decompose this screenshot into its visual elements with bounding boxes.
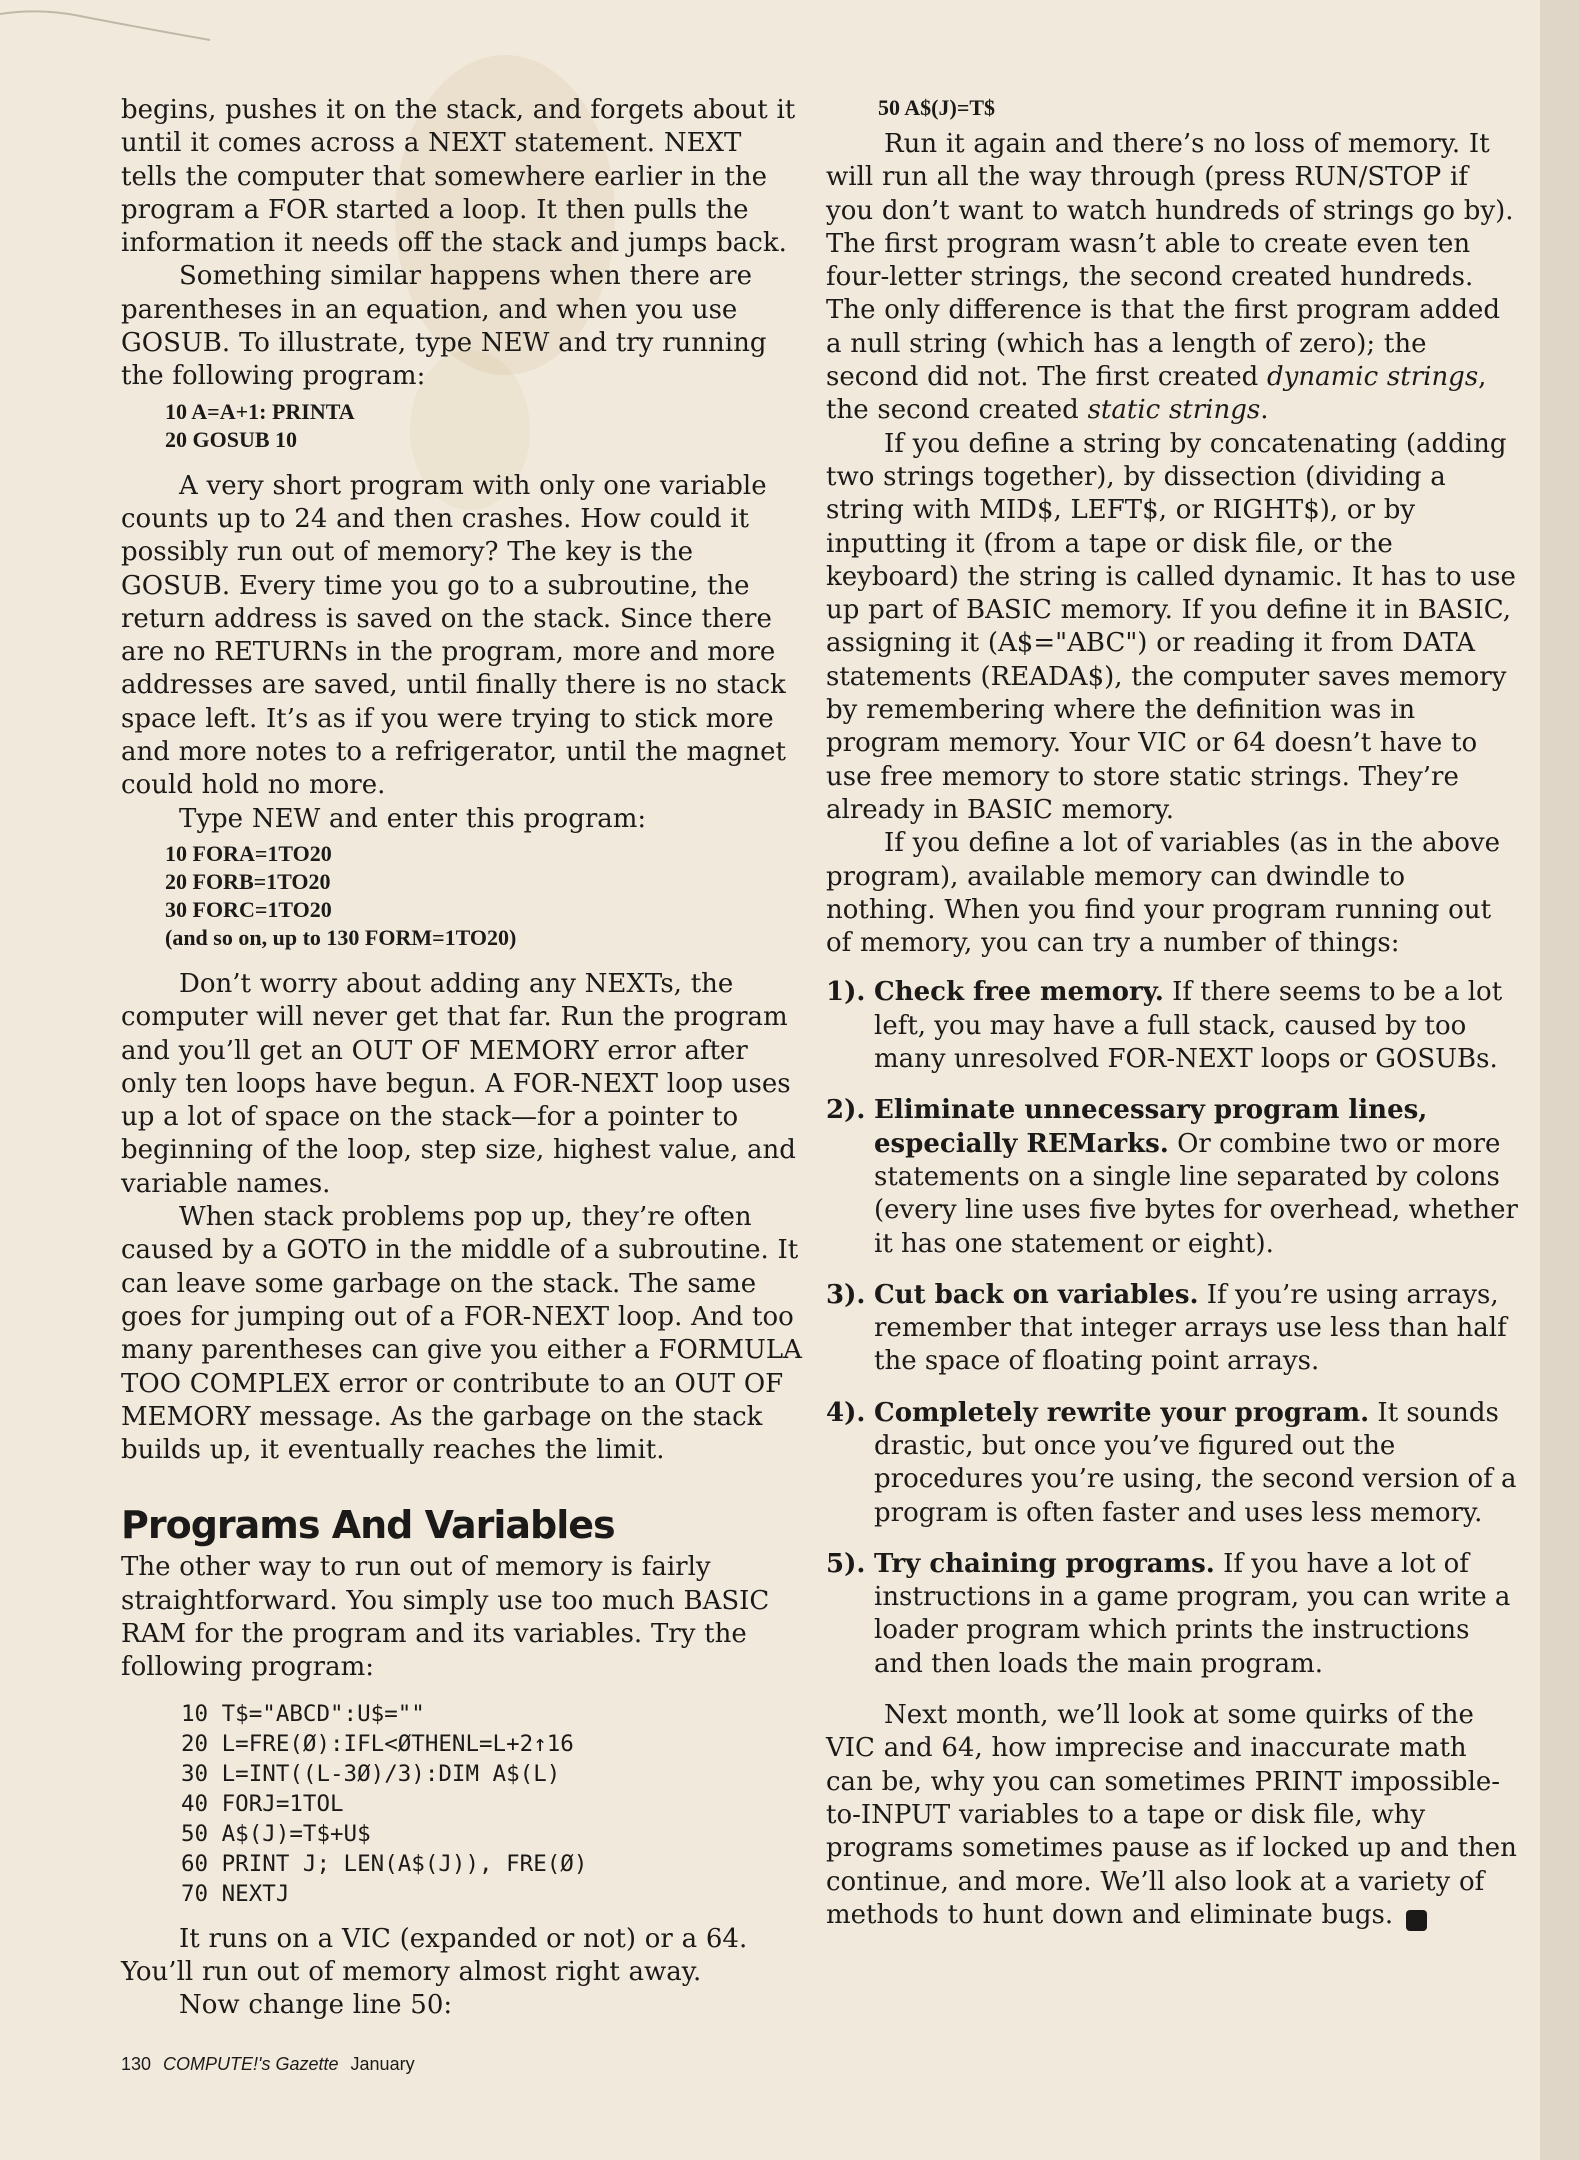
page-footer	[121, 2054, 415, 2075]
code-line: 10 FORA=1TO20	[165, 840, 332, 866]
tip-lead: Eliminate unnecessary program lines, especially REMarks.	[874, 1095, 1428, 1159]
emphasis-static-strings: static strings	[1087, 395, 1261, 426]
right-column	[826, 94, 1522, 1932]
paragraph: Type NEW and enter this program:	[179, 803, 647, 834]
code-line: 50 A$(J)=T$	[878, 95, 996, 120]
tip-lead: Cut back on variables.	[874, 1279, 1199, 1310]
paragraph: If you define a lot of variables (as in the above program), available memory can dwindle to nothing. When you find your program running out of memory, you can try a number of things:	[826, 828, 1500, 959]
paragraph: A very short program with only one variable counts up to 24 and then crashes. How could it possibly run out of memory? The key is the GOSUB. Every time you go to a subroutine, the return address is saved on the stack. Since there are no RETURNs in the program, more and more addresses are saved, until finally there is no stack space left. It’s as if you were trying to stick more and more notes to a refrigerator, until the magnet could hold no more.	[121, 470, 786, 801]
code-line: 30 L=INT((L-3Ø)/3):DIM A$(L)	[181, 1760, 561, 1787]
paragraph: Now change line 50:	[179, 1990, 453, 2021]
list-number: 5).	[826, 1548, 866, 1579]
code-line: 30 FORC=1TO20	[165, 896, 332, 922]
code-line: 10 T$="ABCD":U$=""	[181, 1700, 425, 1727]
paragraph: If you define a string by concatenating (adding two strings together), by dissection (dividing a string with MID$, LEFT$, or RIGHT$), or by inputting it (from a tape or disk file, or the keyboard) the string is called dynamic. It has to use up part of BASIC memory. If you define it in BASIC, assigning it (A$="ABC") or reading it from DATA statements (READA$), the computer saves memory by remembering where the definition was in program memory. Your VIC or 64 doesn’t have to use free memory to store static strings. They’re already in BASIC memory.	[826, 428, 1516, 825]
list-item	[826, 1397, 1522, 1530]
list-item	[826, 1094, 1522, 1260]
code-listing-gosub	[165, 398, 803, 454]
code-line: 20 FORB=1TO20	[165, 868, 331, 894]
list-item	[826, 976, 1522, 1076]
text-run: Next month, we’ll look at some quirks of the VIC and 64, how imprecise and inaccurate math can be, why you can sometimes PRINT impossible-to-INPUT variables to a tape or disk file, why programs sometimes pause as if locked up and then continue, and more. We’ll also look at a variety of methods to hunt down and eliminate bugs.	[826, 1700, 1517, 1930]
list-number: 2).	[826, 1095, 866, 1126]
tip-lead: Try chaining programs.	[874, 1548, 1215, 1579]
code-line: 20 GOSUB 10	[165, 426, 298, 452]
paragraph: It runs on a VIC (expanded or not) or a 64. You’ll run out of memory almost right away.	[121, 1923, 748, 1987]
left-column	[121, 94, 803, 2022]
list-number: 1).	[826, 977, 866, 1008]
code-line: 40 FORJ=1TOL	[181, 1790, 344, 1817]
code-line: 50 A$(J)=T$+U$	[181, 1820, 371, 1847]
list-number: 3).	[826, 1279, 866, 1310]
magazine-name: COMPUTE!'s Gazette	[163, 2054, 339, 2074]
text-run: Run it again and there’s no loss of memory. It will run all the way through (press RUN/STOP if you don’t want to watch hundreds of strings go by). The first program wasn’t able to create even ten four-letter strings, the second created hundreds. The only difference is that the first program added a null string (which has a length of zero); the second did not. The first created	[826, 129, 1514, 393]
tips-list	[826, 976, 1522, 1681]
tip-text: It sounds drastic, but once you’ve figured out the procedures you’re using, the second version of a program is often faster and uses less memory.	[874, 1397, 1517, 1528]
code-listing-for-loops	[165, 840, 803, 952]
paragraph: Don’t worry about adding any NEXTs, the computer will never get that far. Run the program and you’ll get an OUT OF MEMORY error after only ten loops have begun. A FOR-NEXT loop uses up a lot of space on the stack—for a pointer to beginning of the loop, step size, highest value, and variable names.	[121, 968, 796, 1199]
gazette-end-mark-icon: G	[1406, 1910, 1427, 1931]
page-number: 130	[121, 2054, 152, 2074]
paragraph: Something similar happens when there are parentheses in an equation, and when you use GOSUB. To illustrate, type NEW and try running the following program:	[121, 261, 767, 392]
list-item	[826, 1279, 1522, 1379]
paragraph	[826, 128, 1522, 428]
code-line: 70 NEXTJ	[181, 1880, 290, 1907]
issue-month: January	[350, 2054, 415, 2074]
code-line: 20 L=FRE(Ø):IFL<ØTHENL=L+2↑16	[181, 1730, 574, 1757]
code-listing-line-50	[878, 94, 1522, 122]
list-item	[826, 1548, 1522, 1681]
text-run: , the second created	[826, 362, 1487, 426]
tip-text: If you’re using arrays, remember that integer arrays use less than half the space of floating point arrays.	[874, 1279, 1507, 1377]
paragraph: begins, pushes it on the stack, and forgets about it until it comes across a NEXT statement. NEXT tells the computer that somewhere earlier in the program a FOR started a loop. It then pulls the information it needs off the stack and jumps back.	[121, 95, 796, 259]
text-run: .	[1260, 395, 1269, 426]
tip-lead: Completely rewrite your program.	[874, 1397, 1370, 1428]
code-line: (and so on, up to 130 FORM=1TO20)	[165, 924, 517, 950]
tip-text: If there seems to be a lot left, you may have a full stack, caused by too many unresolved FOR-NEXT loops or GOSUBs.	[874, 977, 1503, 1075]
code-line: 60 PRINT J; LEN(A$(J)), FRE(Ø)	[181, 1850, 588, 1877]
paragraph: The other way to run out of memory is fairly straightforward. You simply use too much BASIC RAM for the program and its variables. Try the following program:	[121, 1552, 770, 1683]
section-heading: Programs And Variables	[121, 1503, 615, 1548]
emphasis-dynamic-strings: dynamic strings	[1267, 362, 1479, 393]
code-listing-strings	[181, 1699, 803, 1909]
code-line: 10 A=A+1: PRINTA	[165, 398, 355, 424]
tip-text: Or combine two or more statements on a single line separated by colons (every line uses five bytes for overhead, whether it has one statement or eight).	[874, 1128, 1518, 1259]
tip-lead: Check free memory.	[874, 977, 1164, 1008]
paragraph	[826, 1699, 1522, 1932]
paragraph: When stack problems pop up, they’re often caused by a GOTO in the middle of a subroutine. It can leave some garbage on the stack. The same goes for jumping out of a FOR-NEXT loop. And too many parentheses can give you either a FORMULA TOO COMPLEX error or contribute to an OUT OF MEMORY message. As the garbage on the stack builds up, it eventually reaches the limit.	[121, 1202, 802, 1466]
list-number: 4).	[826, 1397, 866, 1428]
tip-text: If you have a lot of instructions in a game program, you can write a loader program which prints the instructions and then loads the main program.	[874, 1548, 1511, 1679]
